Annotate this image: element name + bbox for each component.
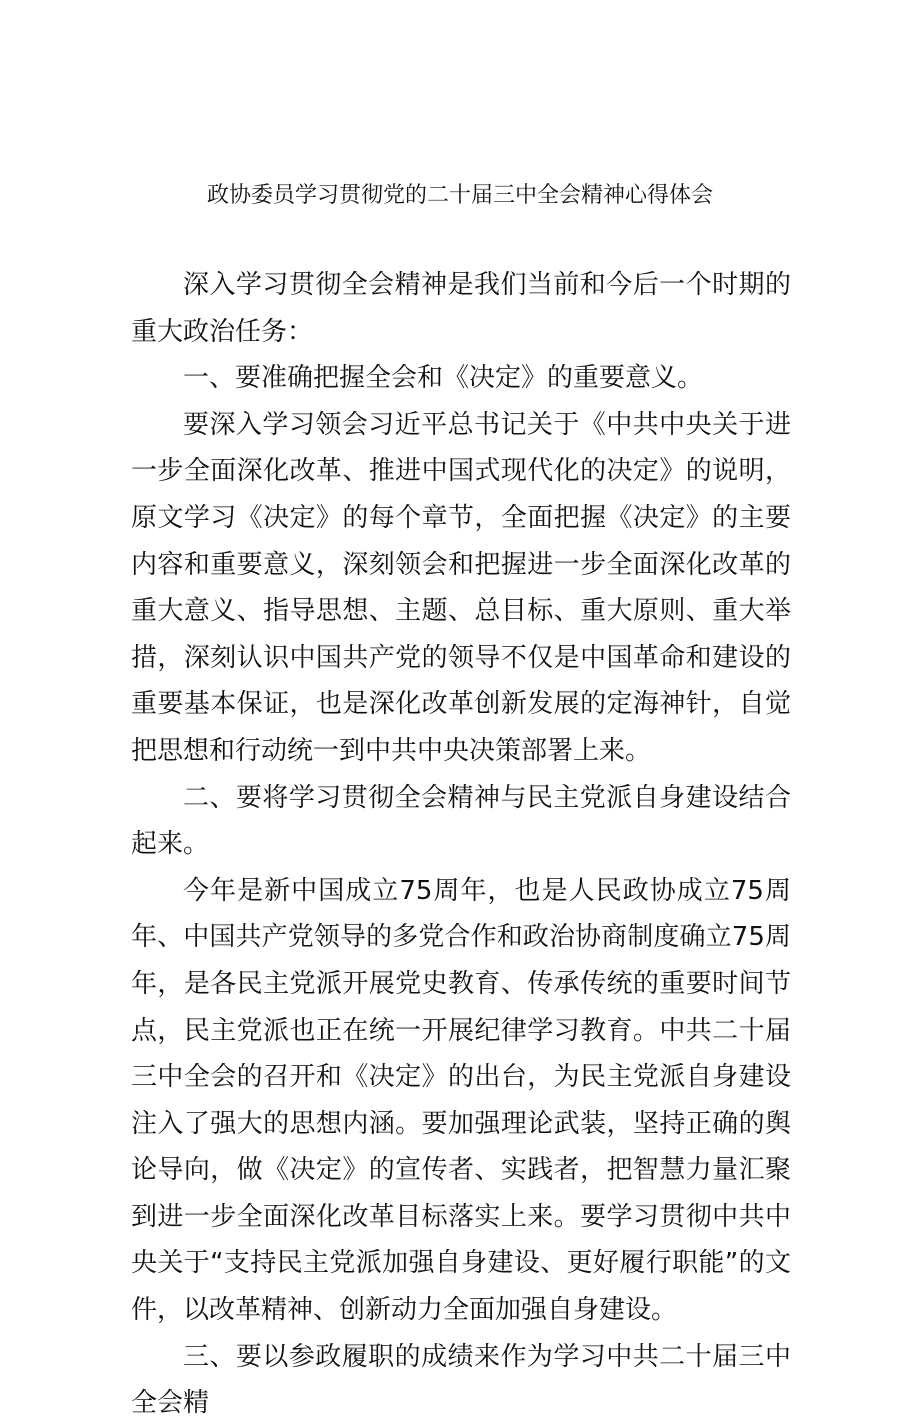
document-title: 政协委员学习贯彻党的二十届三中全会精神心得体会 [206,183,713,208]
section-2-paragraph: 今年是新中国成立75周年，也是人民政协成立75周年、中国共产党领导的多党合作和政治协商制度确立75周年，是各民主党派开展党史教育、传承传统的重要时间节点，民主党派也正在统一开展纪律学习教育。中共二十届三中全会的召开和《决定》的出台，为民主党派自身建设注入了强大的思想内涵。要加强理论武装，坚持正确的舆论导向，做《决定》的宣传者、实践者，把智慧力量汇聚到进一步全面深化改革目标落实上来。要学习贯彻中共中央关于“支持民主党派加强自身建设、更好履行职能”的文件，以改革精神、创新动力全面加强自身建设。 [131,875,791,1326]
section-heading-3: 三、要以参政履职的成绩来作为学习中共二十届三中全会精 [131,1341,791,1419]
section-heading-2: 二、要将学习贯彻全会精神与民主党派自身建设结合起来。 [131,782,791,860]
section-1-paragraph: 要深入学习领会习近平总书记关于《中共中央关于进一步全面深化改革、推进中国式现代化的决定》的说明，原文学习《决定》的每个章节，全面把握《决定》的主要内容和重要意义，深刻领会和把握进一步全面深化改革的重大意义、指导思想、主题、总目标、重大原则、重大举措，深刻认识中国共产党的领导不仅是中国革命和建设的重要基本保证，也是深化改革创新发展的定海神针，自觉把思想和行动统一到中共中央决策部署上来。 [131,409,791,766]
document-body [131,262,791,1427]
section-heading-1: 一、要准确把握全会和《决定》的重要意义。 [183,363,704,394]
intro-paragraph: 深入学习贯彻全会精神是我们当前和今后一个时期的重大政治任务： [131,270,791,347]
